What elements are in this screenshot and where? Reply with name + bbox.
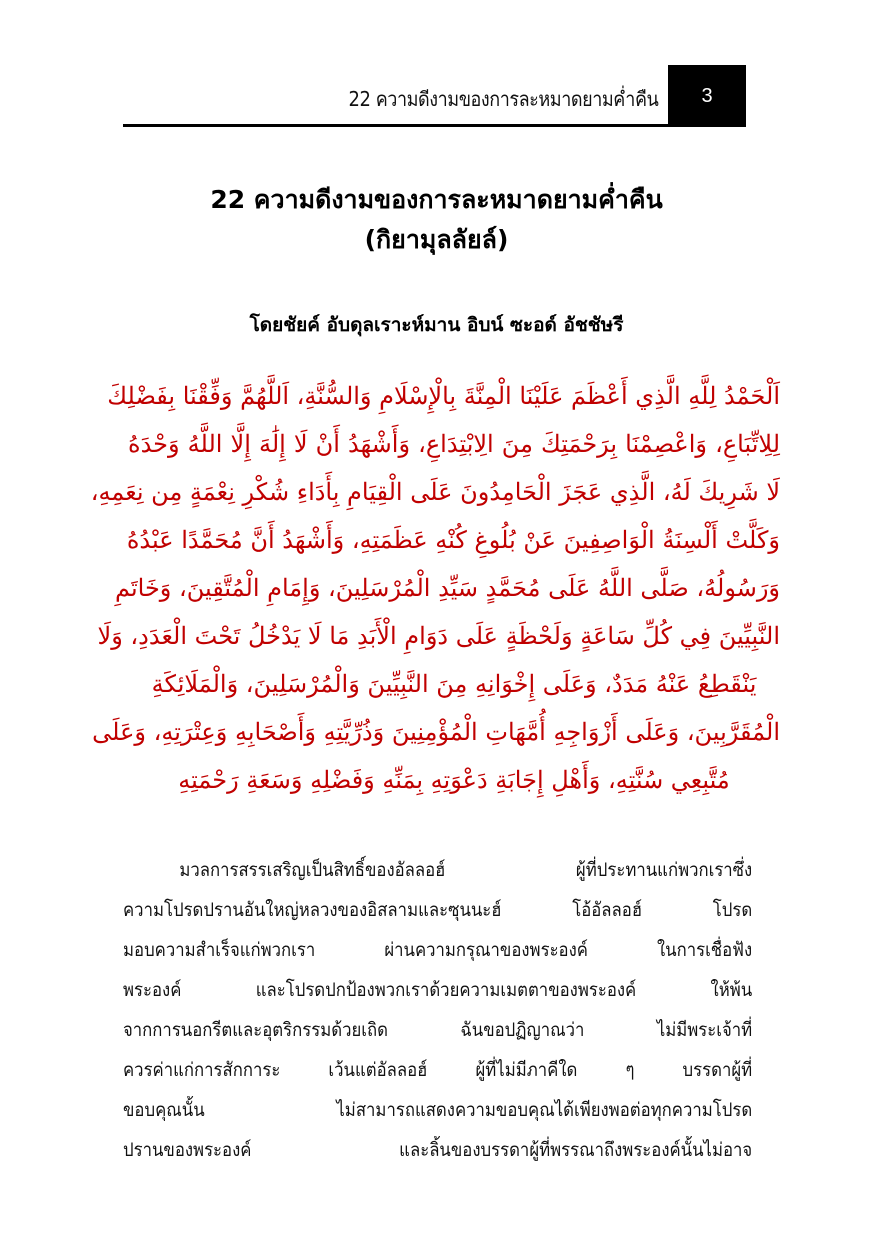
- arabic-line: لِلِاتِّبَاعِ، وَاعْصِمْنَا بِرَحْمَتِكَ مِنَ الِابْتِدَاعِ، وَأَشْهَدُ أَنْ لَا إِلَٰهَ إِلَّا اللَّهُ وَحْدَهُ: [128, 430, 780, 458]
- arabic-line: مُتَّبِعِي سُنَّتِهِ، وَأَهْلِ إِجَابَةِ دَعْوَتِهِ بِمَنِّهِ وَفَضْلِهِ وَسَعَةِ رَحْمَتِهِ: [178, 766, 730, 794]
- page-number: 3: [701, 84, 713, 107]
- arabic-line: الْمُقَرَّبِينَ، وَعَلَى أَزْوَاجِهِ أُمَّهَاتِ الْمُؤْمِنِينَ وَذُرِّيَّتِهِ وَأَصْحَابِهِ وَعِتْرَتِهِ، وَعَلَى: [92, 718, 780, 746]
- paragraph-line: ควรค่าแก่การสักการะ เว้นแต่อัลลอฮ์ ผู้ที่ไม่มีภาคีใด ๆ บรรดาผู้ที่: [123, 1059, 753, 1081]
- paragraph-line: มอบความสำเร็จแก่พวกเรา ผ่านความกรุณาของพระองค์ ในการเชื่อฟัง: [123, 939, 753, 961]
- page-title: [0, 180, 873, 260]
- arabic-line: وَكَلَّتْ أَلْسِنَةُ الْوَاصِفِينَ عَنْ بُلُوغِ كُنْهِ عَظَمَتِهِ، وَأَشْهَدُ أَنَّ مُحَمَّدًا عَبْدُهُ: [126, 526, 780, 554]
- arabic-line: وَرَسُولُهُ، صَلَّى اللَّهُ عَلَى مُحَمَّدٍ سَيِّدِ الْمُرْسَلِينَ، وَإِمَامِ الْمُتَّقِينَ، وَخَاتَمِ: [114, 574, 780, 602]
- title-block: [0, 180, 873, 260]
- paragraph-line: จากการนอกรีตและอุตริกรรมด้วยเถิด ฉันขอปฏิญาณว่า ไม่มีพระเจ้าที่: [123, 1019, 753, 1041]
- running-header: [123, 65, 746, 127]
- paragraph-line: พระองค์ และโปรดปกป้องพวกเราด้วยความเมตตาของพระองค์ ให้พ้น: [123, 979, 753, 1001]
- arabic-line: النَّبِيِّينَ فِي كُلِّ سَاعَةٍ وَلَحْظَةٍ عَلَى دَوَامِ الْأَبَدِ مَا لَا يَدْخُلُ تَحْتَ الْعَدَدِ، وَلَا: [97, 622, 780, 650]
- arabic-invocation: [90, 372, 780, 804]
- arabic-line: يَنْقَطِعُ عَنْهُ مَدَدٌ، وَعَلَى إِخْوَانِهِ مِنَ النَّبِيِّينَ وَالْمُرْسَلِينَ، وَالْمَلَائِكَةِ: [151, 670, 757, 698]
- page-number-box: [668, 65, 746, 127]
- paragraph-line: มวลการสรรเสริญเป็นสิทธิ์ของอัลลอฮ์ ผู้ที่ประทานแก่พวกเราซึ่ง: [179, 859, 753, 881]
- author-line: โดยชัยค์ อับดุลเราะห์มาน อิบน์ ซะอด์ อัชชัษรี: [249, 314, 624, 336]
- paragraph-line: ขอบคุณนั้น ไม่สามารถแสดงความขอบคุณได้เพียงพอต่อทุกความโปรด: [123, 1099, 753, 1121]
- running-title: 22 ความดีงามของการละหมาดยามค่ำคืน: [348, 87, 658, 111]
- paragraph-line: ปรานของพระองค์ และลิ้นของบรรดาผู้ที่พรรณาถึงพระองค์นั้นไม่อาจ: [123, 1139, 753, 1161]
- arabic-line: اَلْحَمْدُ لِلَّهِ الَّذِي أَعْظَمَ عَلَيْنَا الْمِنَّةَ بِالْإِسْلَامِ وَالسُّنَّةِ، اَللَّهُمَّ وَفِّقْنَا بِفَضْلِكَ: [107, 382, 780, 410]
- title-line-2: (กิยามุลลัยล์): [364, 225, 509, 254]
- title-line-1: 22 ความดีงามของการละหมาดยามค่ำคืน: [210, 185, 663, 214]
- header-rule: [123, 124, 668, 127]
- paragraph-line: ความโปรดปรานอันใหญ่หลวงของอิสลามและซุนนะฮ์ โอ้อัลลอฮ์ โปรด: [123, 899, 753, 921]
- arabic-line: لَا شَرِيكَ لَهُ، الَّذِي عَجَزَ الْحَامِدُونَ عَلَى الْقِيَامِ بِأَدَاءِ شُكْرِ نِعْمَةٍ مِن نِعَمِهِ،: [90, 478, 780, 506]
- thai-paragraph: [123, 850, 753, 1170]
